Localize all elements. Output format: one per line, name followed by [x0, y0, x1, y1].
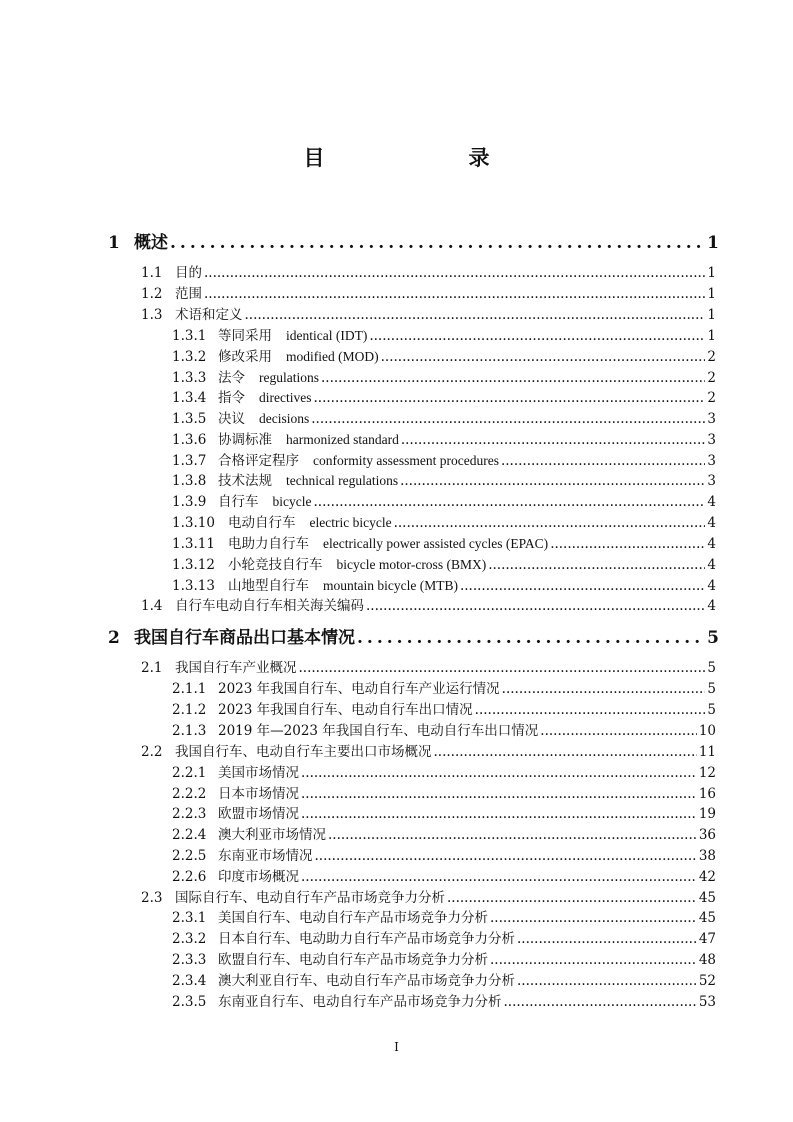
toc-number: 1.4 [141, 598, 163, 614]
toc-title: 合格评定程序 [218, 453, 299, 469]
toc-leader [434, 744, 697, 760]
toc-number: 2.3.1 [172, 910, 207, 926]
toc-title: 术语和定义 [175, 307, 243, 323]
toc-page: 3 [707, 411, 716, 427]
toc-page: 4 [707, 598, 716, 614]
toc-number: 2.1.1 [172, 681, 207, 697]
toc-title: 欧盟市场情况 [218, 806, 299, 822]
toc-page: 5 [707, 628, 719, 648]
toc-page: 4 [707, 494, 716, 510]
toc-leader [394, 515, 706, 531]
toc-leader [357, 628, 705, 648]
toc-subsection[interactable] [172, 782, 716, 800]
toc-subsection[interactable] [172, 677, 716, 695]
toc-page: 38 [698, 848, 716, 864]
toc-page: 47 [698, 931, 716, 947]
toc-page: 4 [707, 536, 716, 552]
toc-number: 1.3.4 [172, 390, 207, 406]
toc-title-english: electric bicycle [309, 515, 392, 530]
toc-title-english: technical regulations [286, 473, 399, 488]
toc-page: 1 [707, 265, 716, 281]
toc-page: 1 [707, 328, 716, 344]
toc-leader [311, 411, 705, 427]
toc-subsection[interactable] [172, 698, 716, 716]
toc-leader [204, 286, 705, 302]
toc-title: 指令 [218, 390, 245, 406]
toc-title-english: regulations [259, 370, 319, 385]
toc-number: 1.2 [141, 286, 163, 302]
toc-number: 2.3.2 [172, 931, 207, 947]
toc-chapter[interactable] [108, 623, 719, 648]
toc-leader [313, 390, 705, 406]
toc-leader [401, 432, 706, 448]
toc-number: 1 [108, 233, 120, 253]
toc-page: 2 [707, 349, 716, 365]
toc-title: 东南亚自行车、电动自行车产品市场竞争力分析 [218, 994, 502, 1010]
toc-subsection[interactable] [172, 511, 716, 529]
toc-title-english: bicycle motor-cross (BMX) [336, 557, 487, 572]
toc-section[interactable] [141, 740, 716, 758]
toc-leader [460, 578, 705, 594]
toc-number: 2 [108, 628, 120, 648]
toc-section[interactable] [141, 261, 716, 279]
toc-page: 3 [707, 473, 716, 489]
toc-number: 2.2.5 [172, 848, 207, 864]
toc-subsection[interactable] [172, 407, 716, 425]
toc-leader [550, 536, 705, 552]
toc-title: 印度市场概况 [218, 869, 299, 885]
toc-title: 澳大利亚自行车、电动自行车产品市场竞争力分析 [218, 973, 515, 989]
toc-title: 技术法规 [218, 473, 272, 489]
toc-section[interactable] [141, 656, 716, 674]
toc-number: 1.3.3 [172, 370, 207, 386]
toc-title-english: mountain bicycle (MTB) [323, 578, 458, 593]
toc-number: 1.3.2 [172, 349, 207, 365]
toc-title: 概述 [134, 233, 168, 253]
toc-title: 山地型自行车 [228, 578, 309, 594]
toc-subsection[interactable] [172, 719, 716, 737]
toc-leader [170, 233, 705, 253]
toc-leader [447, 890, 697, 906]
toc-leader [540, 723, 697, 739]
toc-number: 2.2.1 [172, 765, 207, 781]
toc-title-english: harmonized standard [286, 432, 399, 447]
toc-page: 4 [707, 515, 716, 531]
toc-title: 2023 年我国自行车、电动自行车产业运行情况 [218, 681, 500, 697]
toc-subsection[interactable] [172, 865, 716, 883]
toc-page: 12 [698, 765, 716, 781]
toc-subsection[interactable] [172, 324, 716, 342]
toc-page: 19 [698, 806, 716, 822]
toc-subsection[interactable] [172, 906, 716, 924]
toc-number: 1.3.10 [172, 515, 215, 531]
toc-title: 法令 [218, 370, 245, 386]
toc-leader [501, 453, 705, 469]
toc-subsection[interactable] [172, 553, 716, 571]
toc-title-english: bicycle [272, 494, 312, 509]
toc-page: 2 [707, 390, 716, 406]
toc-page: 4 [707, 578, 716, 594]
toc-page: 5 [707, 681, 716, 697]
toc-title: 国际自行车、电动自行车产品市场竞争力分析 [175, 890, 445, 906]
toc-page: 1 [707, 286, 716, 302]
toc-page: 1 [707, 233, 719, 253]
toc-page: 45 [698, 910, 716, 926]
toc-leader [381, 349, 706, 365]
toc-leader [490, 952, 697, 968]
toc-leader [369, 328, 705, 344]
toc-leader [517, 973, 697, 989]
toc-page: 16 [698, 786, 716, 802]
toc-title: 自行车电动自行车相关海关编码 [175, 598, 364, 614]
toc-leader [328, 827, 697, 843]
toc-title: 电助力自行车 [228, 536, 309, 552]
toc-page: 5 [707, 702, 716, 718]
toc-leader [400, 473, 705, 489]
toc-page: 1 [707, 307, 716, 323]
toc-number: 2.1.2 [172, 702, 207, 718]
toc-number: 1.3.12 [172, 557, 215, 573]
toc-number: 1.3.13 [172, 578, 215, 594]
page-title: 目 录 [303, 145, 524, 170]
toc-subsection[interactable] [172, 386, 716, 404]
toc-page: 36 [698, 827, 716, 843]
toc-section[interactable] [141, 282, 716, 300]
toc-title: 修改采用 [218, 349, 272, 365]
toc-leader [490, 910, 697, 926]
page-number-footer: I [394, 1040, 399, 1054]
toc-leader [321, 370, 705, 386]
toc-number: 2.3.4 [172, 973, 207, 989]
toc-leader [517, 931, 697, 947]
toc-number: 1.3.8 [172, 473, 207, 489]
toc-leader [315, 848, 697, 864]
toc-title: 小轮竞技自行车 [228, 557, 323, 573]
toc-title: 日本市场情况 [218, 786, 299, 802]
toc-leader [245, 307, 706, 323]
toc-subsection[interactable] [172, 990, 716, 1008]
toc-title: 范围 [175, 286, 202, 302]
toc-section[interactable] [141, 886, 716, 904]
toc-number: 2.3.5 [172, 994, 207, 1010]
toc-number: 1.3.9 [172, 494, 207, 510]
toc-title-english: modified (MOD) [286, 349, 379, 364]
toc-page: 42 [698, 869, 716, 885]
toc-leader [313, 494, 705, 510]
toc-title-english: electrically power assisted cycles (EPAC) [323, 536, 549, 551]
toc-number: 1.3.11 [172, 536, 215, 552]
toc-number: 2.2.2 [172, 786, 207, 802]
toc-leader [299, 660, 706, 676]
toc-number: 1.3.5 [172, 411, 207, 427]
toc-title: 等同采用 [218, 328, 272, 344]
toc-section[interactable] [141, 594, 716, 612]
toc-leader [475, 702, 706, 718]
toc-leader [502, 681, 706, 697]
toc-page: 5 [707, 660, 716, 676]
toc-subsection[interactable] [172, 490, 716, 508]
toc-title-english: decisions [259, 411, 310, 426]
toc-subsection[interactable] [172, 823, 716, 841]
toc-title: 美国市场情况 [218, 765, 299, 781]
toc-page: 53 [698, 994, 716, 1010]
toc-subsection[interactable] [172, 428, 716, 446]
toc-subsection[interactable] [172, 532, 716, 550]
toc-page: 3 [707, 453, 716, 469]
toc-page: 10 [698, 723, 716, 739]
toc-leader [488, 557, 705, 573]
toc-subsection[interactable] [172, 761, 716, 779]
toc-leader [504, 994, 697, 1010]
toc-title: 决议 [218, 411, 245, 427]
toc-page: 11 [698, 744, 716, 760]
toc-number: 1.3 [141, 307, 163, 323]
toc-subsection[interactable] [172, 449, 716, 467]
toc-title-english: directives [259, 390, 312, 405]
toc-title: 自行车 [218, 494, 259, 510]
toc-subsection[interactable] [172, 345, 716, 363]
toc-number: 2.2.6 [172, 869, 207, 885]
toc-number: 2.1 [141, 660, 163, 676]
toc-title: 我国自行车产业概况 [175, 660, 297, 676]
toc-leader [301, 765, 697, 781]
toc-page: 4 [707, 557, 716, 573]
toc-page: 2 [707, 370, 716, 386]
toc-leader [301, 786, 697, 802]
toc-page: 3 [707, 432, 716, 448]
toc-subsection[interactable] [172, 969, 716, 987]
toc-title: 美国自行车、电动自行车产品市场竞争力分析 [218, 910, 488, 926]
toc-title: 协调标准 [218, 432, 272, 448]
toc-number: 1.3.6 [172, 432, 207, 448]
toc-number: 1.1 [141, 265, 163, 281]
toc-number: 2.3.3 [172, 952, 207, 968]
toc-number: 2.2.4 [172, 827, 207, 843]
toc-number: 1.3.1 [172, 328, 207, 344]
toc-subsection[interactable] [172, 802, 716, 820]
toc-title-english: conformity assessment procedures [313, 453, 499, 468]
toc-number: 2.1.3 [172, 723, 207, 739]
toc-title: 东南亚市场情况 [218, 848, 313, 864]
toc-page: 48 [698, 952, 716, 968]
toc-subsection[interactable] [172, 574, 716, 592]
toc-title: 日本自行车、电动助力自行车产品市场竞争力分析 [218, 931, 515, 947]
toc-subsection[interactable] [172, 948, 716, 966]
toc-title: 2019 年—2023 年我国自行车、电动自行车出口情况 [218, 723, 539, 739]
toc-leader [301, 806, 697, 822]
toc-number: 2.3 [141, 890, 163, 906]
toc-title: 我国自行车商品出口基本情况 [134, 628, 355, 648]
toc-page: 52 [698, 973, 716, 989]
toc-section[interactable] [141, 303, 716, 321]
toc-number: 2.2 [141, 744, 163, 760]
toc-number: 1.3.7 [172, 453, 207, 469]
toc-title: 澳大利亚市场情况 [218, 827, 326, 843]
toc-number: 2.2.3 [172, 806, 207, 822]
toc-title: 欧盟自行车、电动自行车产品市场竞争力分析 [218, 952, 488, 968]
toc-title-english: identical (IDT) [286, 328, 368, 343]
toc-subsection[interactable] [172, 469, 716, 487]
toc-title: 我国自行车、电动自行车主要出口市场概况 [175, 744, 432, 760]
toc-page: 45 [698, 890, 716, 906]
toc-subsection[interactable] [172, 844, 716, 862]
toc-subsection[interactable] [172, 366, 716, 384]
toc-title: 2023 年我国自行车、电动自行车出口情况 [218, 702, 473, 718]
toc-leader [204, 265, 705, 281]
toc-chapter[interactable] [108, 228, 719, 253]
toc-title: 电动自行车 [228, 515, 296, 531]
toc-leader [301, 869, 697, 885]
toc-subsection[interactable] [172, 927, 716, 945]
toc-title: 目的 [175, 265, 202, 281]
toc-leader [366, 598, 705, 614]
